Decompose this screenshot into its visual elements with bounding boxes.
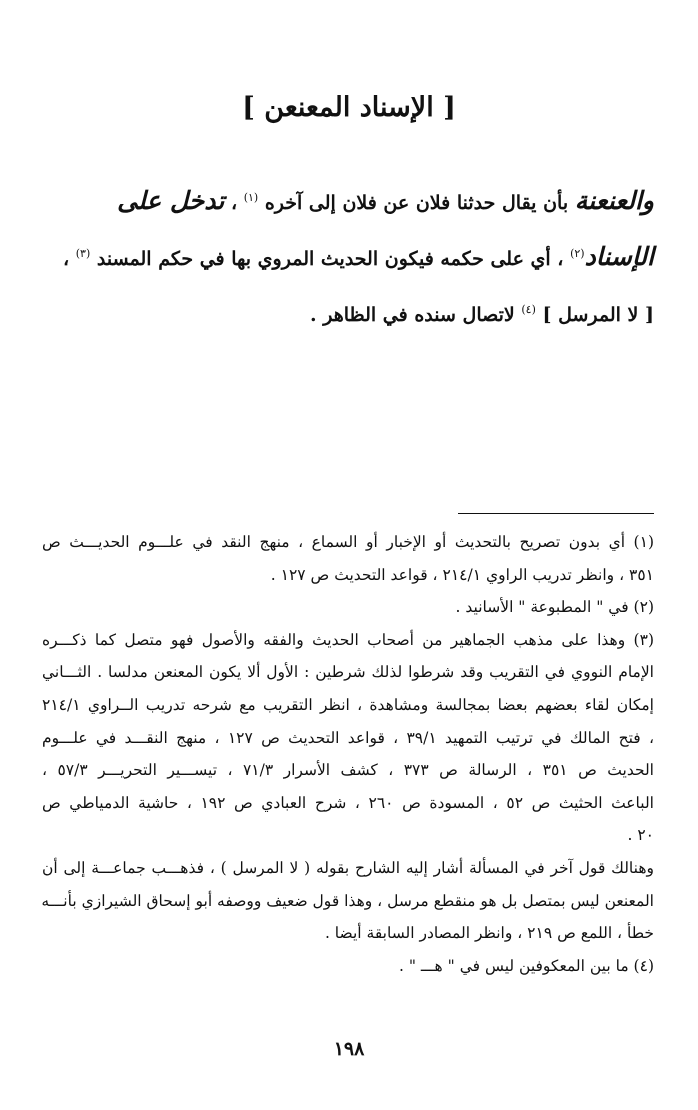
footnotes xyxy=(42,526,654,982)
main-line-1-text: بأن يقال حدثنا فلان عن فلان إلى آخره xyxy=(264,192,569,214)
footnote-line: (٣) وهذا على مذهب الجماهير من أصحاب الحديث والفقه والأصول فهو متصل كما ذكـــره xyxy=(42,630,654,649)
main-text xyxy=(42,172,654,340)
footnote-line: الباعث الحثيث ص ٥٢ ، المسودة ص ٢٦٠ ، شرح العبادي ص ١٩٢ ، حاشية الدمياطي ص xyxy=(42,793,654,812)
footnote-line: (٢) في " المطبوعة " الأسانيد . xyxy=(455,598,654,617)
footnote-line: المعنعن ليس بمتصل بل هو منقطع مرسل ، وهذا قول ضعيف ووصفه أبو إسحاق الشيرازي بأنـــه xyxy=(41,891,654,910)
main-line-3 xyxy=(42,284,654,340)
footnote-line: ، فتح المالك في ترتيب التمهيد ٣٩/١ ، قواعد التحديث ص ١٢٧ ، منهج النقـــد في علـــوم xyxy=(42,728,655,747)
footnote-ref-1: (١) xyxy=(243,191,259,204)
footnote-line: (١) أي بدون تصريح بالتحديث أو الإخبار أو السماع ، منهج النقد في علـــوم الحديـــث ص xyxy=(42,533,654,551)
footnote-line: ٣٥١ ، وانظر تدريب الراوي ٢١٤/١ ، قواعد التحديث ص ١٢٧ . xyxy=(270,565,654,584)
term-isnad: الإسناد xyxy=(584,242,654,271)
main-line-3-bracket: [ لا المرسل ] xyxy=(542,304,654,326)
main-line-2 xyxy=(42,228,654,284)
main-line-3-text: لاتصال سنده في الظاهر . xyxy=(310,304,515,326)
main-line-2-sep: ، xyxy=(62,248,70,270)
main-line-1-sep: ، xyxy=(230,192,238,214)
footnote-ref-4: (٤) xyxy=(521,303,536,316)
footnote-line: وهنالك قول آخر في المسألة أشار إليه الشارح بقوله ( لا المرسل ) ، فذهـــب جماعـــة إلى أن xyxy=(42,858,654,877)
footnote-line: خطأ ، اللمع ص ٢١٩ ، وانظر المصادر السابقة أيضا . xyxy=(324,924,654,943)
footnote-ref-3: (٣) xyxy=(75,247,91,260)
footnote-line: إمكان لقاء بعضهم بعضا بمجالسة ومشاهدة ، انظر التقريب مع شرحه تدريب الــراوي ٢١٤/١ xyxy=(42,695,654,714)
footnote-line: ٢٠ . xyxy=(627,826,654,845)
footnote-line: الحديث ص ٣٥١ ، الرسالة ص ٣٧٣ ، كشف الأسرار ٧١/٣ ، تيســـير التحريـــر ٥٧/٣ ، xyxy=(42,761,654,780)
term-tadkhul: تدخل على xyxy=(117,186,225,215)
section-heading: [ الإسناد المعنعن ] xyxy=(242,92,456,123)
main-line-1 xyxy=(42,172,654,228)
footnote-line: الإمام النووي في التقريب وقد شرطوا لذلك شرطين : الأول ألا يكون المعنعن مدلسا . الثـــاني xyxy=(42,663,654,682)
term-anana: والعنعنة xyxy=(574,186,654,215)
footnote-ref-2: (٢) xyxy=(570,247,585,260)
footnote-line: (٤) ما بين المعكوفين ليس في " هـــ " . xyxy=(399,956,654,975)
footnote-divider xyxy=(458,513,654,514)
main-line-2-text: ، أي على حكمه فيكون الحديث المروي بها في حكم المسند xyxy=(96,248,564,270)
page-number: ١٩٨ xyxy=(333,1038,365,1060)
